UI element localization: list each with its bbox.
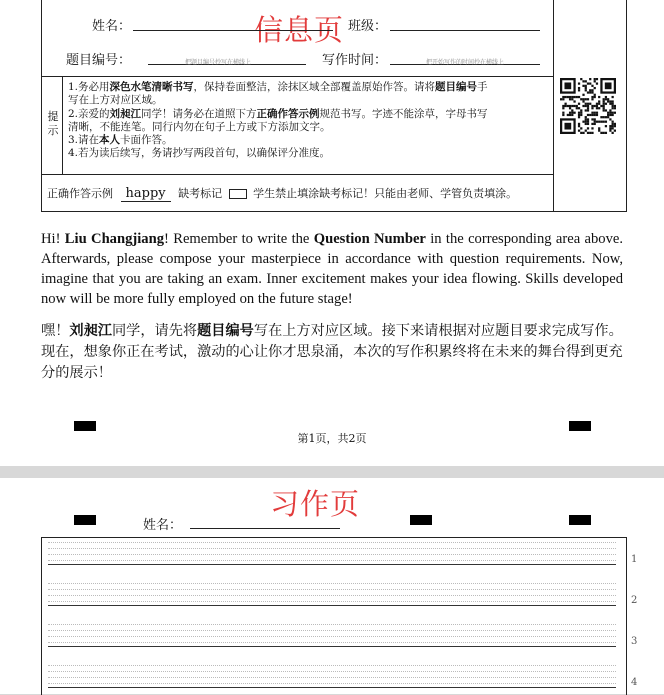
- topic-number-hint: 把题目编号抄写在横线上: [185, 59, 252, 66]
- line-number: 4: [631, 677, 638, 688]
- page-number: 第1页，共2页: [297, 432, 367, 445]
- english-intro-paragraph: Hi! Liu Changjiang! Remember to write the Question Number in the corresponding area above. Afterwards, please compose your masterpiece in accordance with question requirements. Now, imagine that you are taking an exam. Inner excitement makes your idea flowing. Skills developed now will be more fully employed on the future stage!: [41, 231, 624, 307]
- instruction-line: 4.若为读后续写，务请抄写两段首句，以确保评分准度。: [68, 147, 331, 160]
- chinese-intro-paragraph: 嘿！刘昶江同学，请先将题目编号写在上方对应区域。接下来请根据对应题目要求完成写作。现在，想象你正在考试，激动的心让你才思泉涌，本次的写作积累终将在未来的舞台得到更充分的展示！: [41, 323, 623, 381]
- writing-baseline: [48, 687, 616, 688]
- absent-mark-note: 学生禁止填涂缺考标记！只能由老师、学管负责填涂。: [253, 187, 518, 200]
- alignment-mark: [74, 515, 96, 525]
- side-label-divider: [62, 76, 63, 174]
- name-input-line[interactable]: [133, 30, 333, 31]
- tips-side-label: 提示: [47, 110, 59, 137]
- guide-line: [48, 589, 616, 590]
- guide-line: [48, 683, 616, 684]
- line-number: 3: [631, 636, 638, 647]
- guide-line: [48, 554, 616, 555]
- page-title-writing: 习作页: [270, 487, 361, 521]
- rules-divider: [41, 174, 554, 175]
- alignment-mark: [569, 515, 591, 525]
- name-label-writing: 姓名：: [143, 518, 183, 533]
- guide-line: [48, 671, 616, 672]
- guide-line: [48, 560, 616, 561]
- line-number: 2: [631, 595, 638, 606]
- writing-page: [0, 478, 664, 694]
- name-input-line-writing[interactable]: [190, 528, 340, 529]
- instruction-line: 清晰，不能连笔。同行内勿在句子上方或下方添加文字。: [68, 120, 331, 133]
- guide-line: [48, 601, 616, 602]
- writing-time-label: 写作时间：: [322, 53, 388, 68]
- absent-mark-box: [229, 189, 247, 199]
- class-label: 班级：: [348, 19, 388, 34]
- guide-line: [48, 636, 616, 637]
- alignment-mark: [410, 515, 432, 525]
- guide-line: [48, 630, 616, 631]
- instruction-line: 1.务必用深色水笔清晰书写，保持卷面整洁，涂抹区域全部覆盖原始作答。请将题目编号手: [68, 81, 488, 93]
- writing-time-hint: 把开始写作的时间抄在横线上: [426, 59, 505, 66]
- topic-number-label: 题目编号：: [66, 53, 132, 68]
- correct-example-row: [47, 185, 517, 202]
- guide-line: [48, 677, 616, 678]
- line-number: 1: [631, 554, 638, 565]
- writing-baseline: [48, 605, 616, 606]
- name-label: 姓名：: [92, 19, 132, 34]
- instructions-list: [68, 81, 548, 161]
- instruction-line: 3.请在本人卡面作答。: [68, 134, 173, 147]
- example-prefix: 正确作答示例: [47, 187, 113, 200]
- page-title-info: 信息页: [254, 13, 345, 47]
- student-name-zh: 刘昶江: [69, 323, 112, 339]
- guide-line: [48, 595, 616, 596]
- qr-code-icon: [560, 78, 616, 134]
- writing-baseline: [48, 564, 616, 565]
- guide-line: [48, 665, 616, 666]
- class-input-line[interactable]: [390, 30, 540, 31]
- guide-line: [48, 642, 616, 643]
- header-divider: [41, 76, 554, 77]
- qr-column-divider: [553, 0, 554, 211]
- guide-line: [48, 583, 616, 584]
- example-word: happy: [121, 186, 171, 202]
- writing-baseline: [48, 646, 616, 647]
- student-name-en: Liu Changjiang: [64, 231, 165, 247]
- instruction-line: 2.亲爱的刘昶江同学！请务必在道照下方正确作答示例规范书写。字迹不能涂草，字母书写: [68, 107, 488, 120]
- absent-mark-label: 缺考标记: [178, 187, 223, 200]
- instruction-line: 写在上方对应区域。: [68, 94, 163, 107]
- guide-line: [48, 624, 616, 625]
- guide-line: [48, 542, 616, 543]
- guide-line: [48, 548, 616, 549]
